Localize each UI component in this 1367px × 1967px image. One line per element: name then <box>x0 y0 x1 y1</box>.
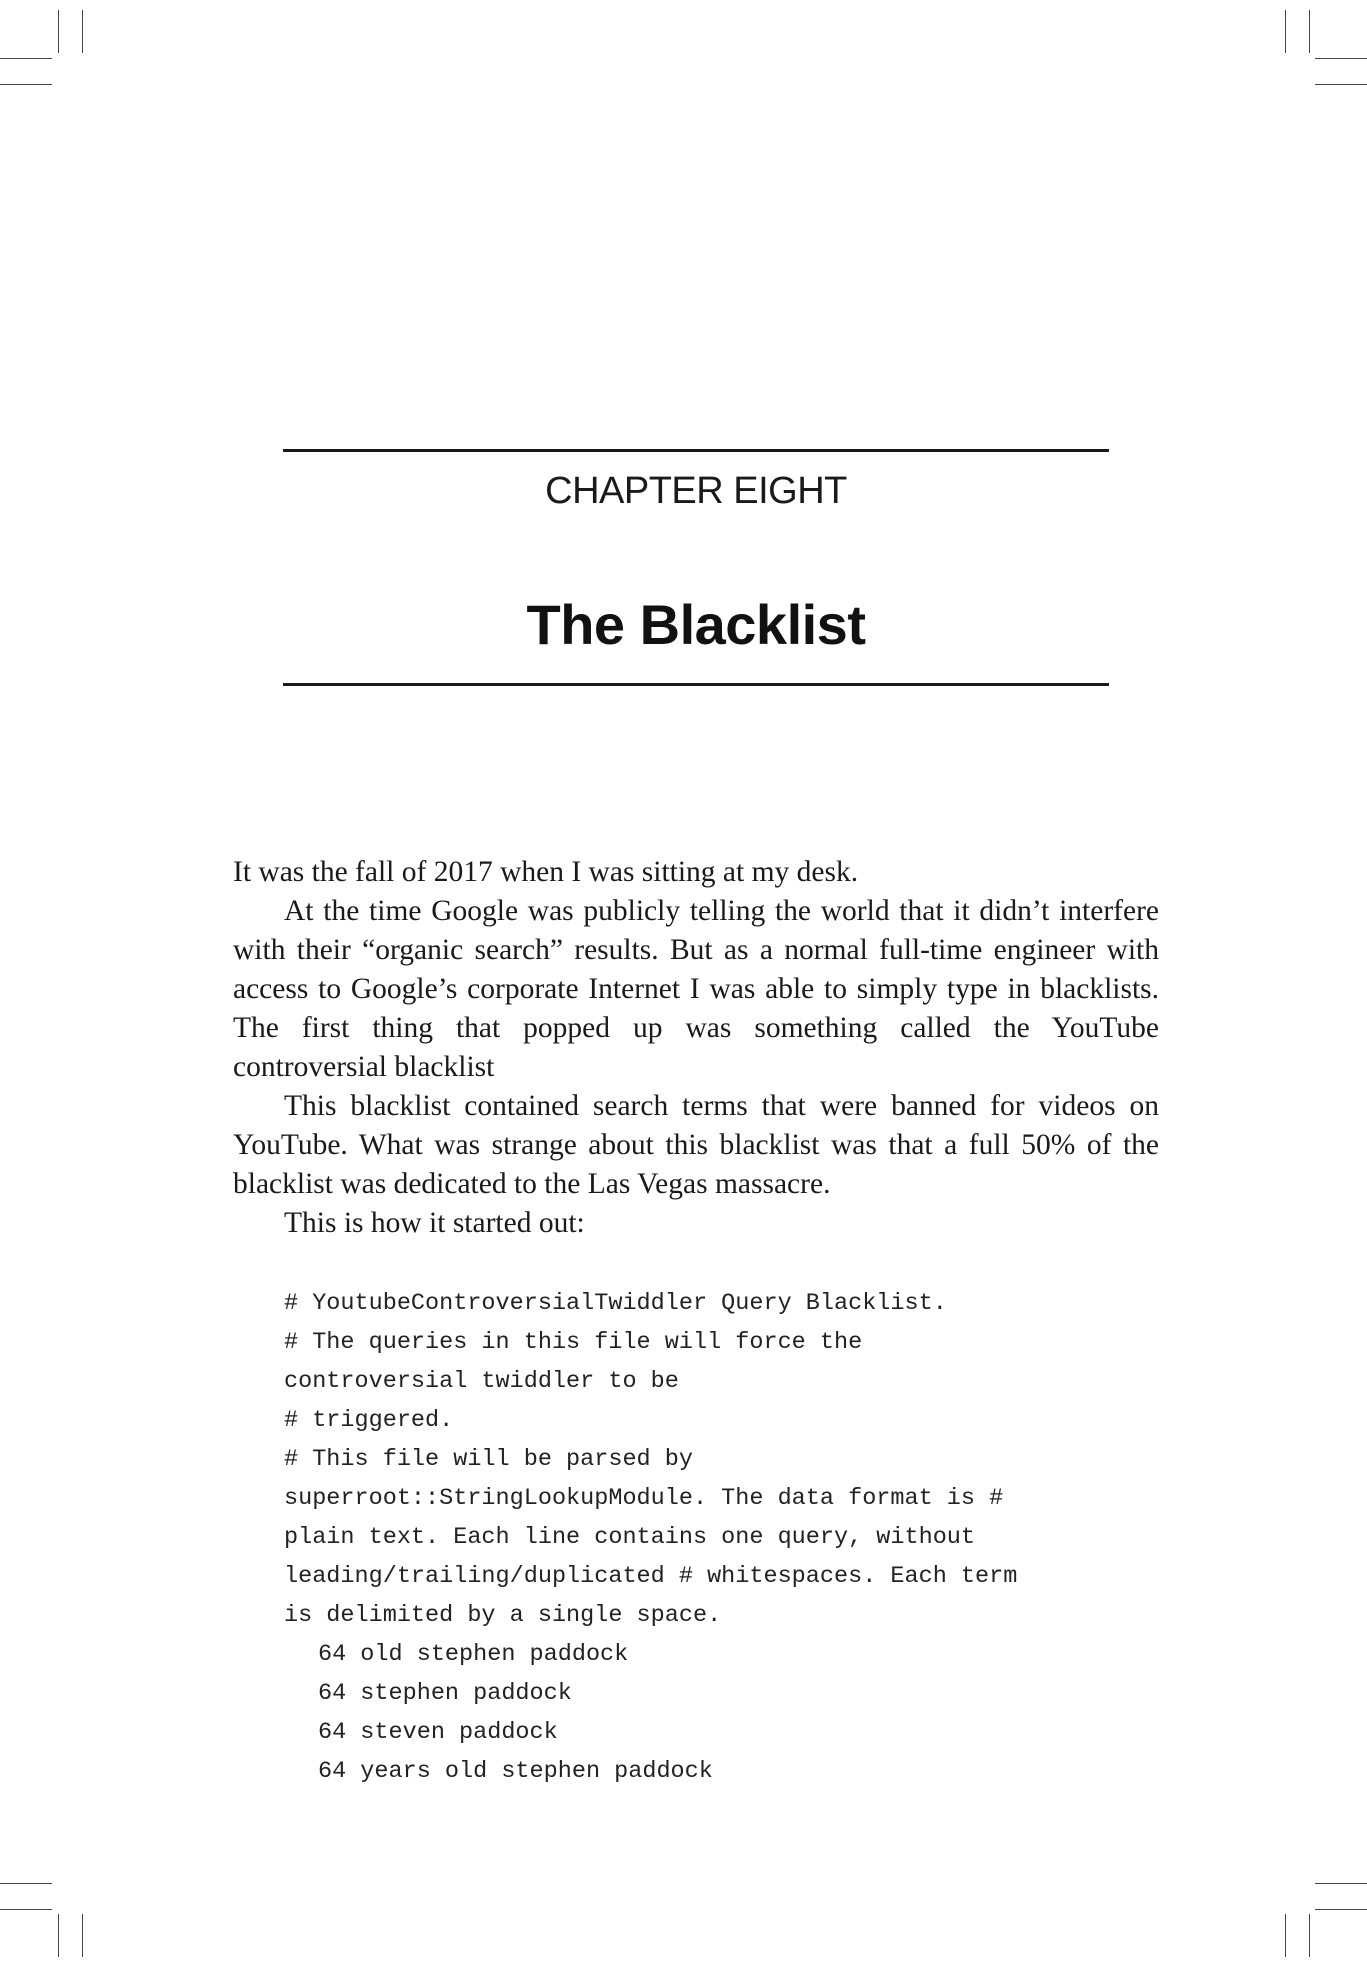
crop-mark <box>1285 10 1286 53</box>
chapter-title: The Blacklist <box>526 593 866 656</box>
paragraph: This is how it started out: <box>284 1207 585 1239</box>
blacklist-entry: 64 stephen paddock <box>318 1680 572 1707</box>
paragraph: This blacklist contained search terms that were banned for videos on YouTube. What was strange about this blacklist was that a full 50% of the blacklist was dedicated to the Las Vegas massacre. <box>233 1090 1159 1200</box>
blacklist-entry: 64 old stephen paddock <box>318 1641 629 1668</box>
crop-mark <box>1315 58 1367 59</box>
code-line: leading/trailing/duplicated # whitespaces. Each term <box>284 1563 1018 1590</box>
code-line: # The queries in this file will force the <box>284 1329 863 1356</box>
crop-mark <box>0 1883 52 1884</box>
code-line: plain text. Each line contains one query, without <box>284 1524 976 1551</box>
chapter-bottom-rule <box>283 683 1109 686</box>
crop-mark <box>58 10 59 53</box>
code-line: controversial twiddler to be <box>284 1368 679 1395</box>
blacklist-entry: 64 years old stephen paddock <box>318 1758 713 1785</box>
crop-mark <box>1309 10 1310 53</box>
code-line: superroot::StringLookupModule. The data format is # <box>284 1485 1004 1512</box>
paragraph: At the time Google was publicly telling the world that it didn’t interfere with their “organic search” results. But as a normal full-time engineer with access to Google’s corporate Internet I was able to simply type in blacklists. The first thing that popped up was something called the YouTube controversial blacklist <box>233 895 1159 1083</box>
chapter-top-rule <box>283 449 1109 452</box>
crop-mark <box>1315 1883 1367 1884</box>
crop-mark <box>58 1914 59 1957</box>
crop-mark <box>0 1909 52 1910</box>
crop-mark <box>82 10 83 53</box>
crop-mark <box>0 84 52 85</box>
crop-mark <box>1315 1909 1367 1910</box>
code-line: # This file will be parsed by <box>284 1446 693 1473</box>
crop-mark <box>1285 1914 1286 1957</box>
crop-mark <box>1315 84 1367 85</box>
chapter-label: CHAPTER EIGHT <box>545 470 847 512</box>
code-line: is delimited by a single space. <box>284 1602 722 1629</box>
code-block <box>284 1284 1164 1791</box>
blacklist-entry: 64 steven paddock <box>318 1719 558 1746</box>
code-line: # triggered. <box>284 1407 454 1434</box>
code-line: # YoutubeControversialTwiddler Query Blacklist. <box>284 1290 947 1317</box>
body-text <box>233 853 1159 1243</box>
crop-mark <box>0 58 52 59</box>
paragraph: It was the fall of 2017 when I was sitting at my desk. <box>233 856 859 888</box>
crop-mark <box>1309 1914 1310 1957</box>
crop-mark <box>82 1914 83 1957</box>
